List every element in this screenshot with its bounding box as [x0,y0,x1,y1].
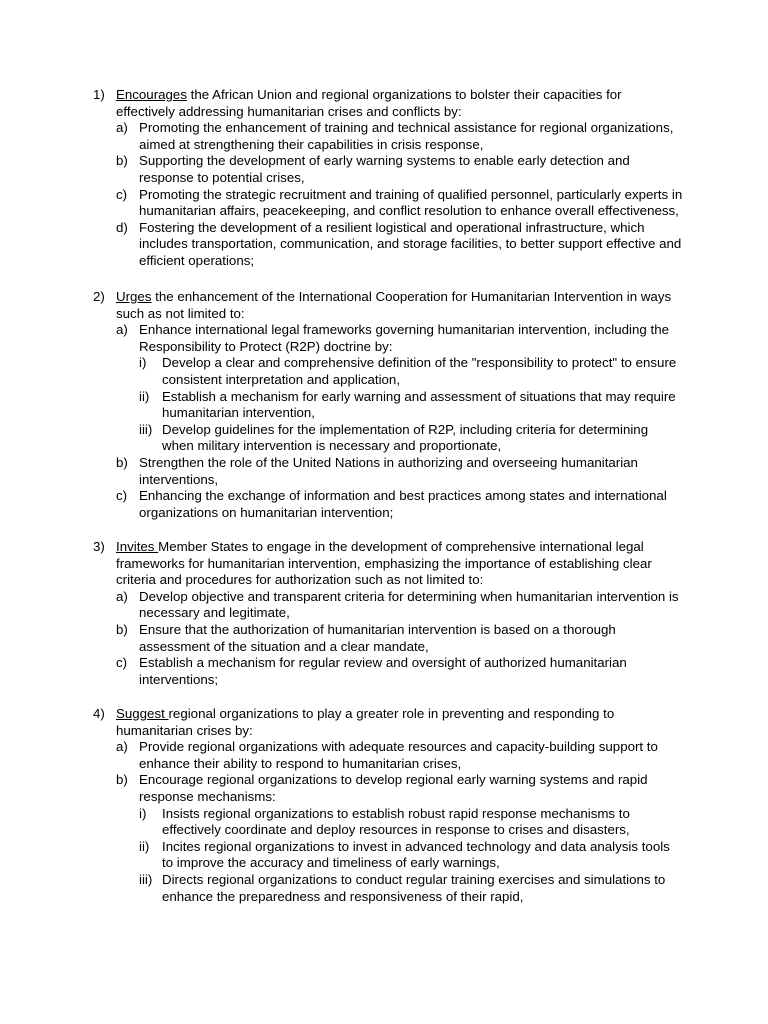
sub-sub-clause-list [139,806,683,906]
sub-sub-clause-mark: i) [139,805,147,821]
sub-sub-clause [139,806,683,839]
sub-sub-clause-mark: iii) [139,421,153,437]
sub-clause-text: Fostering the development of a resilient logistical and operational infrastructure, which includes transportation, communication, and storage facilities, to better support effective and efficient operations; [139,219,682,268]
clause-number: 1) [93,87,105,102]
sub-clause-text: Develop objective and transparent criteria for determining when humanitarian intervention is necessary and legitimate, [139,588,679,621]
sub-clause-mark: b) [116,153,128,169]
sub-clause [116,322,683,355]
clause-text [116,87,683,120]
sub-clause-mark: a) [116,120,128,136]
sub-clause [116,739,683,772]
clause-heading [93,87,683,120]
clause-body: the African Union and regional organizations to bolster their capacities for effectively addressing humanitarian crises and conflicts by: [116,87,622,119]
sub-clause-mark: b) [116,621,128,637]
sub-sub-clause-text: Develop a clear and comprehensive definition of the "responsibility to protect" to ensure consistent interpretation and application, [162,355,677,387]
sub-clause [116,187,683,220]
sub-clause-text: Promoting the strategic recruitment and training of qualified personnel, particularly experts in humanitarian affairs, peacekeeping, and conflict resolution to enhance overall effectiveness, [139,186,683,219]
clause-2 [93,289,683,521]
clause-number: 2) [93,289,105,304]
sub-clause-text: Provide regional organizations with adequate resources and capacity-building support to enhance their ability to respond to humanitarian crises, [139,739,658,771]
sub-clause-list [116,739,683,905]
clause-body: regional organizations to play a greater role in preventing and responding to humanitarian crises by: [116,706,615,738]
sub-sub-clause-text: Directs regional organizations to conduct regular training exercises and simulations to enhance the preparedness and responsiveness of their rapid, [162,871,666,904]
sub-clause [116,220,683,270]
sub-clause [116,772,683,805]
sub-sub-clause [139,422,683,455]
clause-heading [93,289,683,322]
sub-clause-text: Promoting the enhancement of training and technical assistance for regional organizations, aimed at strengthening their capabilities in crisis response, [139,120,674,152]
operative-verb: Urges [116,289,152,304]
sub-clause-text: Ensure that the authorization of humanitarian intervention is based on a thorough assessment of the situation and a clear mandate, [139,621,616,654]
sub-clause-mark: a) [116,739,128,755]
clause-heading [93,706,683,739]
sub-clause-list [116,589,683,689]
sub-sub-clause-list [139,355,683,455]
clause-text [116,539,683,589]
clause-body: Member States to engage in the development of comprehensive international legal frameworks for humanitarian intervention, emphasizing the importance of establishing clear criteria and procedures for authorization such as not limited to: [116,539,652,588]
clause-3 [93,539,683,688]
clause-text [116,706,683,739]
sub-sub-clause-text: Establish a mechanism for early warning and assessment of situations that may require humanitarian intervention, [162,388,676,421]
sub-clause [116,153,683,186]
sub-clause [116,589,683,622]
sub-sub-clause-text: Insists regional organizations to establish robust rapid response mechanisms to effectively coordinate and deploy resources in response to crises and disasters, [162,805,630,838]
sub-clause [116,120,683,153]
sub-sub-clause [139,872,683,905]
sub-sub-clause [139,389,683,422]
sub-clause-mark: d) [116,219,128,235]
sub-clause-mark: b) [116,454,128,470]
sub-sub-clause-mark: ii) [139,388,150,404]
clause-4 [93,706,683,905]
sub-sub-clause-mark: ii) [139,838,150,854]
clause-number: 4) [93,706,105,721]
sub-clause-text: Encourage regional organizations to develop regional early warning systems and rapid response mechanisms: [139,772,648,804]
clause-number: 3) [93,539,105,554]
sub-clause-mark: a) [116,588,128,604]
operative-verb: Encourages [116,87,187,102]
sub-sub-clause [139,839,683,872]
clause-text [116,289,683,322]
sub-clause [116,655,683,688]
operative-verb: Suggest [116,706,169,721]
sub-sub-clause-mark: iii) [139,871,153,887]
sub-clause-mark: c) [116,186,128,202]
sub-sub-clause-text: Incites regional organizations to invest in advanced technology and data analysis tools to improve the accuracy and timeliness of early warnings, [162,838,670,871]
sub-clause-text: Supporting the development of early warning systems to enable early detection and response to potential crises, [139,153,630,185]
sub-clause-text: Enhance international legal frameworks governing humanitarian intervention, including the Responsibility to Protect (R2P) doctrine by: [139,322,669,354]
sub-sub-clause-text: Develop guidelines for the implementation of R2P, including criteria for determining when military intervention is necessary and proportionate, [162,421,649,454]
sub-clause-mark: c) [116,655,128,671]
sub-clause-list [116,322,683,521]
sub-clause [116,488,683,521]
clause-heading [93,539,683,589]
clause-1 [93,87,683,270]
sub-sub-clause [139,355,683,388]
sub-clause [116,622,683,655]
sub-clause-mark: b) [116,772,128,788]
operative-verb: Invites [116,539,159,554]
sub-clause-text: Establish a mechanism for regular review and oversight of authorized humanitarian interventions; [139,655,627,687]
sub-clause-mark: c) [116,488,128,504]
sub-clause [116,455,683,488]
sub-clause-list [116,120,683,269]
clause-body: the enhancement of the International Cooperation for Humanitarian Intervention in ways such as not limited to: [116,289,672,321]
sub-clause-text: Strengthen the role of the United Nations in authorizing and overseeing humanitarian interventions, [139,454,638,487]
sub-clause-mark: a) [116,322,128,338]
sub-sub-clause-mark: i) [139,355,147,371]
sub-clause-text: Enhancing the exchange of information and best practices among states and international organizations on humanitarian intervention; [139,488,667,520]
